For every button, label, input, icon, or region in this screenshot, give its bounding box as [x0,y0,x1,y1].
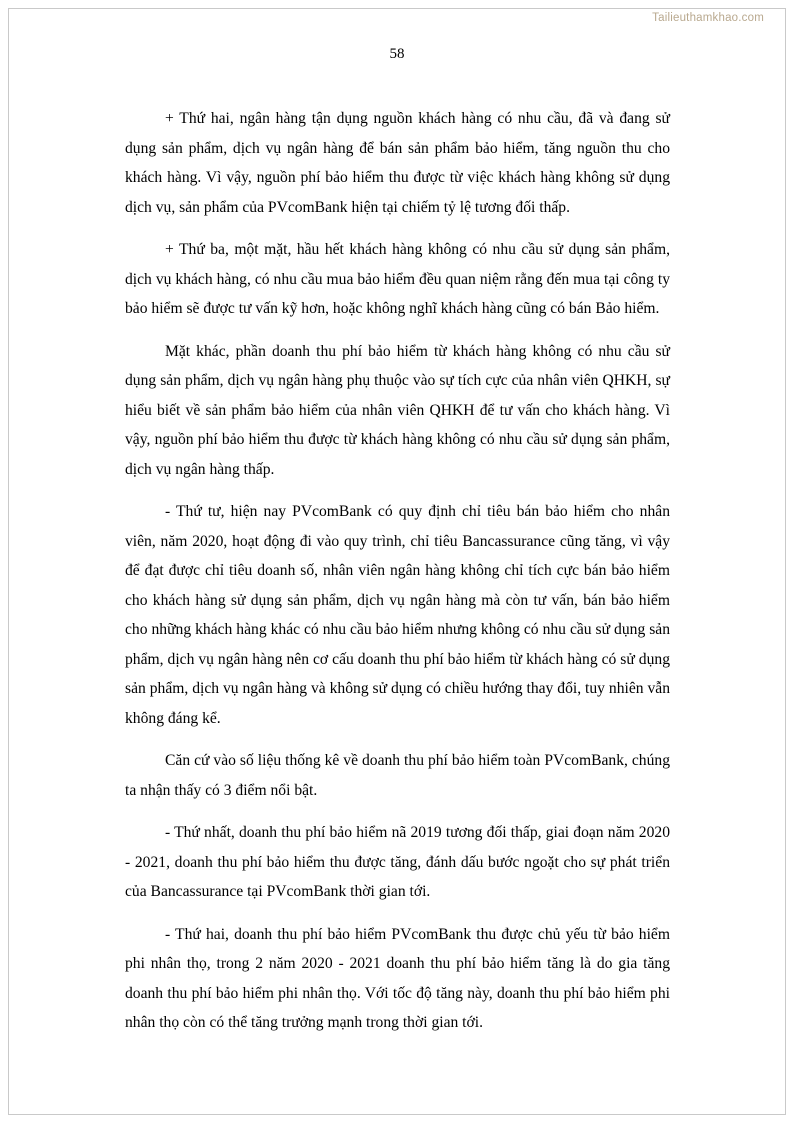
paragraph: - Thứ hai, doanh thu phí bảo hiểm PVcomBank thu được chủ yếu từ bảo hiểm phi nhân thọ, trong 2 năm 2020 - 2021 doanh thu phí bảo hiểm tăng là do gia tăng doanh thu phí bảo hiểm phi nhân thọ. Với tốc độ tăng này, doanh thu phí bảo hiểm phi nhân thọ còn có thể tăng trưởng mạnh trong thời gian tới. [125,925,670,1031]
paragraph: - Thứ nhất, doanh thu phí bảo hiểm nã 2019 tương đối thấp, giai đoạn năm 2020 - 2021, doanh thu phí bảo hiểm thu được tăng, đánh dấu bước ngoặt cho sự phát triển của Bancassurance tại PVcomBank thời gian tới. [125,824,670,900]
paragraph: Căn cứ vào số liệu thống kê về doanh thu phí bảo hiểm toàn PVcomBank, chúng ta nhận thấy có 3 điểm nổi bật. [125,752,670,799]
paragraph: + Thứ hai, ngân hàng tận dụng nguồn khách hàng có nhu cầu, đã và đang sử dụng sản phẩm, dịch vụ ngân hàng để bán sản phẩm bảo hiểm, tăng nguồn thu cho khách hàng. Vì vậy, nguồn phí bảo hiểm thu được từ việc khách hàng không sử dụng dịch vụ, sản phẩm của PVcomBank hiện tại chiếm tỷ lệ tương đối thấp. [125,110,670,216]
page-number: 58 [389,46,405,62]
document-body [125,104,670,1038]
paragraph: - Thứ tư, hiện nay PVcomBank có quy định chỉ tiêu bán bảo hiểm cho nhân viên, năm 2020, hoạt động đi vào quy trình, chỉ tiêu Bancassurance cũng tăng, vì vậy để đạt được chỉ tiêu doanh số, nhân viên ngân hàng không chỉ tích cực bán bảo hiểm cho khách hàng sử dụng sản phẩm, dịch vụ ngân hàng mà còn tư vấn, bán bảo hiểm cho những khách hàng khác có nhu cầu bảo hiểm nhưng không có nhu cầu sử dụng sản phẩm, dịch vụ ngân hàng nên cơ cấu doanh thu phí bảo hiểm từ khách hàng có sử dụng sản phẩm, dịch vụ ngân hàng và không sử dụng có chiều hướng thay đổi, tuy nhiên vẫn không đáng kể. [125,503,670,727]
paragraph: Mặt khác, phần doanh thu phí bảo hiểm từ khách hàng không có nhu cầu sử dụng sản phẩm, dịch vụ ngân hàng phụ thuộc vào sự tích cực của nhân viên QHKH, sự hiểu biết về sản phẩm bảo hiểm của nhân viên QHKH để tư vấn cho khách hàng. Vì vậy, nguồn phí bảo hiểm thu được từ khách hàng không có nhu cầu sử dụng sản phẩm, dịch vụ ngân hàng thấp. [125,342,670,478]
paragraph: + Thứ ba, một mặt, hầu hết khách hàng không có nhu cầu sử dụng sản phẩm, dịch vụ khách hàng, có nhu cầu mua bảo hiểm đều quan niệm rằng đến mua tại công ty bảo hiểm sẽ được tư vấn kỹ hơn, hoặc không nghĩ khách hàng cũng có bán Bảo hiểm. [125,241,670,317]
watermark-text: Tailieuthamkhao.com [652,12,764,24]
